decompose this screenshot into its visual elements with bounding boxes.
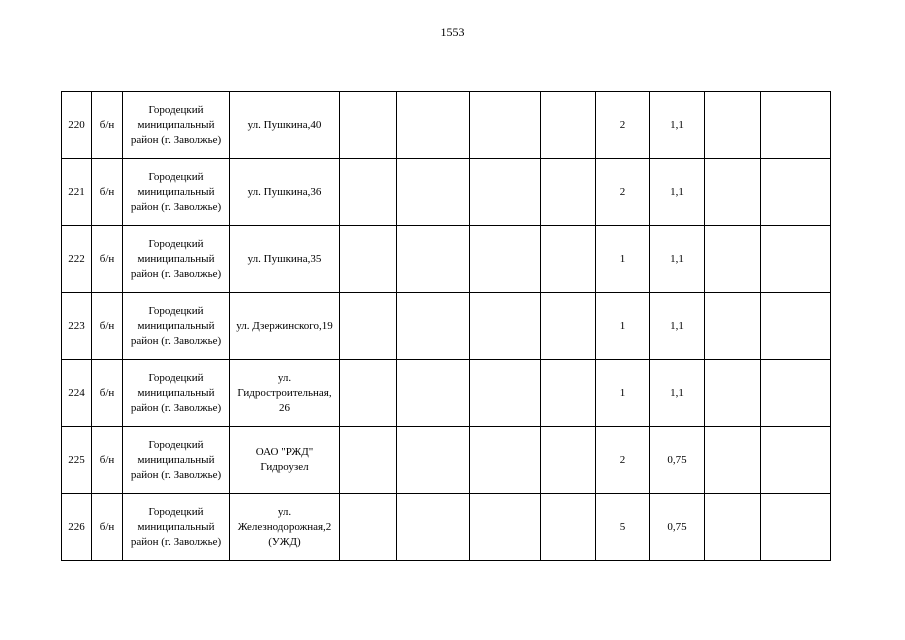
table-row xyxy=(62,159,831,226)
table-row xyxy=(62,360,831,427)
value-cell: 1,1 xyxy=(650,293,705,360)
empty-cell xyxy=(541,293,596,360)
empty-cell xyxy=(397,92,470,159)
value-cell: 1,1 xyxy=(650,226,705,293)
address-cell: ул. Пушкина,36 xyxy=(230,159,340,226)
empty-cell xyxy=(705,360,761,427)
value-cell: 1,1 xyxy=(650,360,705,427)
empty-cell xyxy=(541,494,596,561)
empty-cell xyxy=(761,427,831,494)
bn-cell: б/н xyxy=(92,159,123,226)
bn-cell: б/н xyxy=(92,427,123,494)
count-cell: 2 xyxy=(596,159,650,226)
row-number-cell: 220 xyxy=(62,92,92,159)
value-cell: 0,75 xyxy=(650,494,705,561)
registry-table xyxy=(61,91,831,561)
row-number-cell: 221 xyxy=(62,159,92,226)
page-number: 1553 xyxy=(440,25,465,39)
empty-cell xyxy=(761,360,831,427)
empty-cell xyxy=(761,92,831,159)
table-row xyxy=(62,293,831,360)
district-cell: Городецкий миниципальный район (г. Заволжье) xyxy=(123,226,230,293)
row-number-cell: 226 xyxy=(62,494,92,561)
district-cell: Городецкий миниципальный район (г. Заволжье) xyxy=(123,427,230,494)
empty-cell xyxy=(397,226,470,293)
table-row xyxy=(62,494,831,561)
value-cell: 0,75 xyxy=(650,427,705,494)
district-cell: Городецкий миниципальный район (г. Заволжье) xyxy=(123,293,230,360)
value-cell: 1,1 xyxy=(650,159,705,226)
empty-cell xyxy=(470,427,541,494)
empty-cell xyxy=(470,293,541,360)
district-cell: Городецкий миниципальный район (г. Заволжье) xyxy=(123,159,230,226)
count-cell: 2 xyxy=(596,427,650,494)
empty-cell xyxy=(397,494,470,561)
empty-cell xyxy=(761,226,831,293)
row-number-cell: 222 xyxy=(62,226,92,293)
count-cell: 1 xyxy=(596,226,650,293)
address-cell: ул. Железнодорожная,2 (УЖД) xyxy=(230,494,340,561)
empty-cell xyxy=(397,293,470,360)
district-cell: Городецкий миниципальный район (г. Заволжье) xyxy=(123,360,230,427)
empty-cell xyxy=(470,360,541,427)
row-number-cell: 224 xyxy=(62,360,92,427)
bn-cell: б/н xyxy=(92,92,123,159)
table-row xyxy=(62,427,831,494)
district-cell: Городецкий миниципальный район (г. Заволжье) xyxy=(123,92,230,159)
empty-cell xyxy=(541,360,596,427)
address-cell: ул. Дзержинского,19 xyxy=(230,293,340,360)
bn-cell: б/н xyxy=(92,360,123,427)
empty-cell xyxy=(397,427,470,494)
count-cell: 5 xyxy=(596,494,650,561)
empty-cell xyxy=(705,427,761,494)
bn-cell: б/н xyxy=(92,494,123,561)
empty-cell xyxy=(541,159,596,226)
district-cell: Городецкий миниципальный район (г. Заволжье) xyxy=(123,494,230,561)
empty-cell xyxy=(761,293,831,360)
empty-cell xyxy=(541,427,596,494)
empty-cell xyxy=(340,494,397,561)
empty-cell xyxy=(397,360,470,427)
empty-cell xyxy=(340,360,397,427)
empty-cell xyxy=(340,293,397,360)
empty-cell xyxy=(705,494,761,561)
empty-cell xyxy=(340,92,397,159)
empty-cell xyxy=(761,159,831,226)
empty-cell xyxy=(397,159,470,226)
empty-cell xyxy=(340,159,397,226)
empty-cell xyxy=(470,92,541,159)
empty-cell xyxy=(761,494,831,561)
empty-cell xyxy=(470,159,541,226)
bn-cell: б/н xyxy=(92,293,123,360)
row-number-cell: 223 xyxy=(62,293,92,360)
count-cell: 1 xyxy=(596,293,650,360)
empty-cell xyxy=(705,293,761,360)
empty-cell xyxy=(541,226,596,293)
table-body xyxy=(62,92,831,561)
empty-cell xyxy=(705,159,761,226)
count-cell: 1 xyxy=(596,360,650,427)
empty-cell xyxy=(470,494,541,561)
empty-cell xyxy=(340,226,397,293)
empty-cell xyxy=(340,427,397,494)
empty-cell xyxy=(705,92,761,159)
empty-cell xyxy=(705,226,761,293)
count-cell: 2 xyxy=(596,92,650,159)
table-row xyxy=(62,92,831,159)
bn-cell: б/н xyxy=(92,226,123,293)
address-cell: ОАО "РЖД" Гидроузел xyxy=(230,427,340,494)
row-number-cell: 225 xyxy=(62,427,92,494)
empty-cell xyxy=(470,226,541,293)
address-cell: ул. Пушкина,35 xyxy=(230,226,340,293)
address-cell: ул. Гидростроительная, 26 xyxy=(230,360,340,427)
address-cell: ул. Пушкина,40 xyxy=(230,92,340,159)
value-cell: 1,1 xyxy=(650,92,705,159)
empty-cell xyxy=(541,92,596,159)
table-row xyxy=(62,226,831,293)
